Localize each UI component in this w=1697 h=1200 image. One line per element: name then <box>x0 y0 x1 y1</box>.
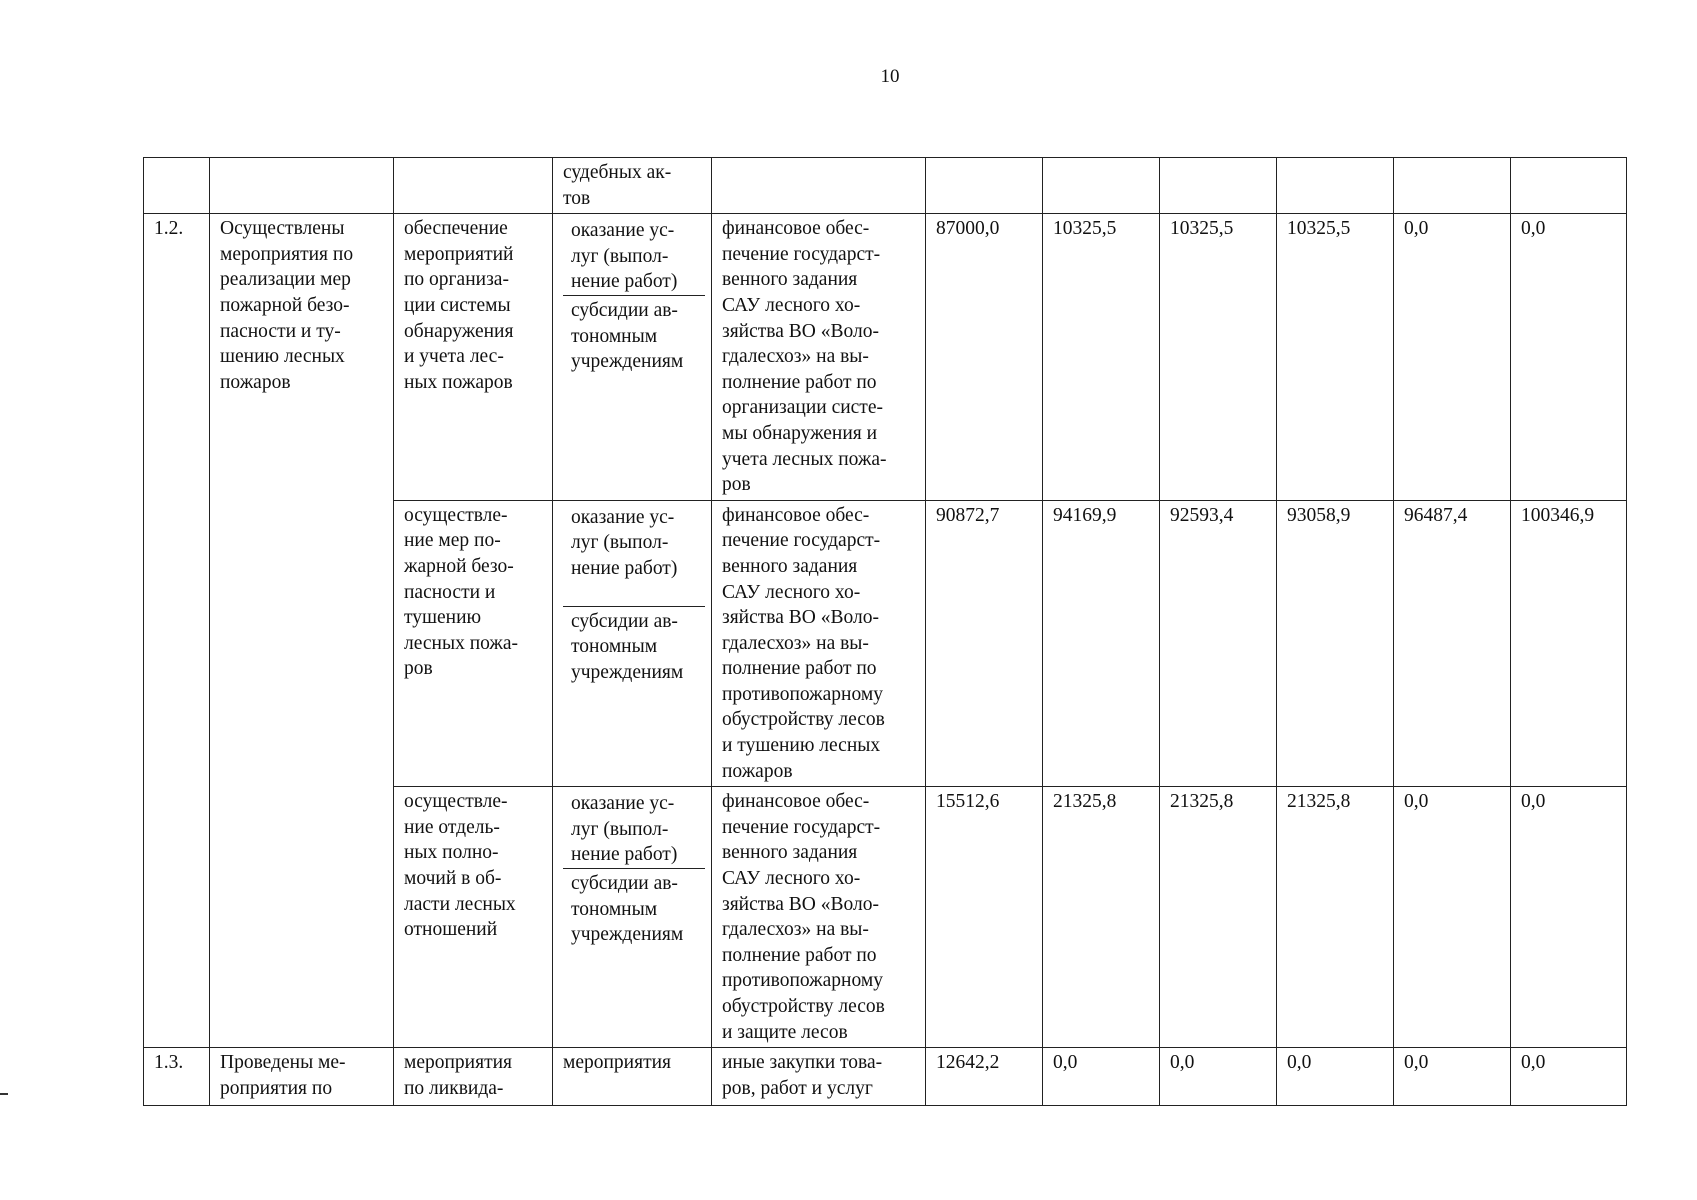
table-row <box>144 158 1627 214</box>
table-cell <box>1160 158 1277 214</box>
description-cell <box>712 1048 926 1106</box>
row-name-cell <box>210 214 394 1048</box>
description-text: финансовое обес- печение государст- венного задания САУ лесного хо- зяйства ВО «Воло- гдалесхоз» на вы- полнение работ по противопожарному обустройству лесов и защите лесов <box>722 791 885 1043</box>
measure-cell <box>394 787 553 1048</box>
table-cell <box>712 158 926 214</box>
value-cell: 0,0 <box>1277 1048 1394 1106</box>
value-cell: 0,0 <box>1511 1048 1627 1106</box>
value-cell: 10325,5 <box>1277 214 1394 501</box>
table-cell <box>1277 158 1394 214</box>
scan-mark <box>0 1093 8 1095</box>
measure-text: осуществле- ние мер по- жарной безо- пасности и тушению лесных пожа- ров <box>404 504 519 680</box>
page-number: 10 <box>880 66 900 87</box>
type-cell <box>553 214 712 501</box>
row-number: 1.2. <box>154 218 184 240</box>
budget-table <box>143 157 1627 1106</box>
value-cell: 96487,4 <box>1394 500 1511 787</box>
table-cell <box>144 158 210 214</box>
table-row <box>144 1048 1627 1106</box>
row-name: Проведены ме- роприятия по <box>220 1052 346 1099</box>
row-name: Осуществлены мероприятия по реализации мер пожарной безо- пасности и ту- шению лесных пожаров <box>220 218 354 393</box>
table-cell <box>926 158 1043 214</box>
value-cell: 0,0 <box>1043 1048 1160 1106</box>
value-cell: 21325,8 <box>1277 787 1394 1048</box>
value-cell: 0,0 <box>1511 787 1627 1048</box>
value-cell: 0,0 <box>1394 214 1511 501</box>
description-cell <box>712 214 926 501</box>
value-cell: 0,0 <box>1511 214 1627 501</box>
type-cell <box>553 1048 712 1106</box>
type-top-text: оказание ус- луг (выпол- нение работ) <box>563 503 705 607</box>
type-bottom-text: субсидии ав- тономным учреждениям <box>571 610 684 683</box>
value-cell: 12642,2 <box>926 1048 1043 1106</box>
value-cell: 10325,5 <box>1043 214 1160 501</box>
description-text: финансовое обес- печение государст- венного задания САУ лесного хо- зяйства ВО «Воло- гдалесхоз» на вы- полнение работ по организации систе- мы обнаружения и учета лесных пожа- ров <box>722 218 887 496</box>
row-number-cell <box>144 1048 210 1106</box>
value-cell: 0,0 <box>1394 787 1511 1048</box>
source-type-text: судебных ак- тов <box>563 162 672 209</box>
value-cell: 93058,9 <box>1277 500 1394 787</box>
value-cell: 0,0 <box>1160 1048 1277 1106</box>
description-text: иные закупки това- ров, работ и услуг <box>722 1052 883 1099</box>
table-cell <box>394 158 553 214</box>
value-cell: 92593,4 <box>1160 500 1277 787</box>
measure-cell <box>394 214 553 501</box>
description-cell <box>712 787 926 1048</box>
measure-text: осуществле- ние отдель- ных полно- мочий в об- ласти лесных отношений <box>404 791 516 941</box>
table-row <box>144 214 1627 501</box>
table-cell <box>553 158 712 214</box>
value-cell: 100346,9 <box>1511 500 1627 787</box>
value-cell: 90872,7 <box>926 500 1043 787</box>
table-cell <box>1511 158 1627 214</box>
type-bottom-text: субсидии ав- тономным учреждениям <box>571 299 684 373</box>
measure-cell <box>394 500 553 787</box>
table-cell <box>1043 158 1160 214</box>
row-number: 1.3. <box>154 1052 184 1074</box>
value-cell: 15512,6 <box>926 787 1043 1048</box>
measure-text: мероприятия по ликвида- <box>404 1052 513 1099</box>
description-text: финансовое обес- печение государст- венного задания САУ лесного хо- зяйства ВО «Воло- гдалесхоз» на вы- полнение работ по противопожарному обустройству лесов и тушению лесных пожаров <box>722 504 885 782</box>
description-cell <box>712 500 926 787</box>
type-cell <box>553 787 712 1048</box>
value-cell: 21325,8 <box>1043 787 1160 1048</box>
value-cell: 10325,5 <box>1160 214 1277 501</box>
measure-text: обеспечение мероприятий по организа- ции системы обнаружения и учета лес- ных пожаров <box>404 218 514 393</box>
row-number-cell <box>144 214 210 1048</box>
table-cell <box>210 158 394 214</box>
table-cell <box>1394 158 1511 214</box>
type-text: мероприятия <box>563 1052 672 1074</box>
value-cell: 94169,9 <box>1043 500 1160 787</box>
type-cell <box>553 500 712 787</box>
value-cell: 87000,0 <box>926 214 1043 501</box>
row-name-cell <box>210 1048 394 1106</box>
type-top-text: оказание ус- луг (выпол- нение работ) <box>563 789 705 869</box>
measure-cell <box>394 1048 553 1106</box>
type-bottom-text: субсидии ав- тономным учреждениям <box>571 873 684 946</box>
type-top-text: оказание ус- луг (выпол- нение работ) <box>563 216 705 296</box>
value-cell: 0,0 <box>1394 1048 1511 1106</box>
value-cell: 21325,8 <box>1160 787 1277 1048</box>
